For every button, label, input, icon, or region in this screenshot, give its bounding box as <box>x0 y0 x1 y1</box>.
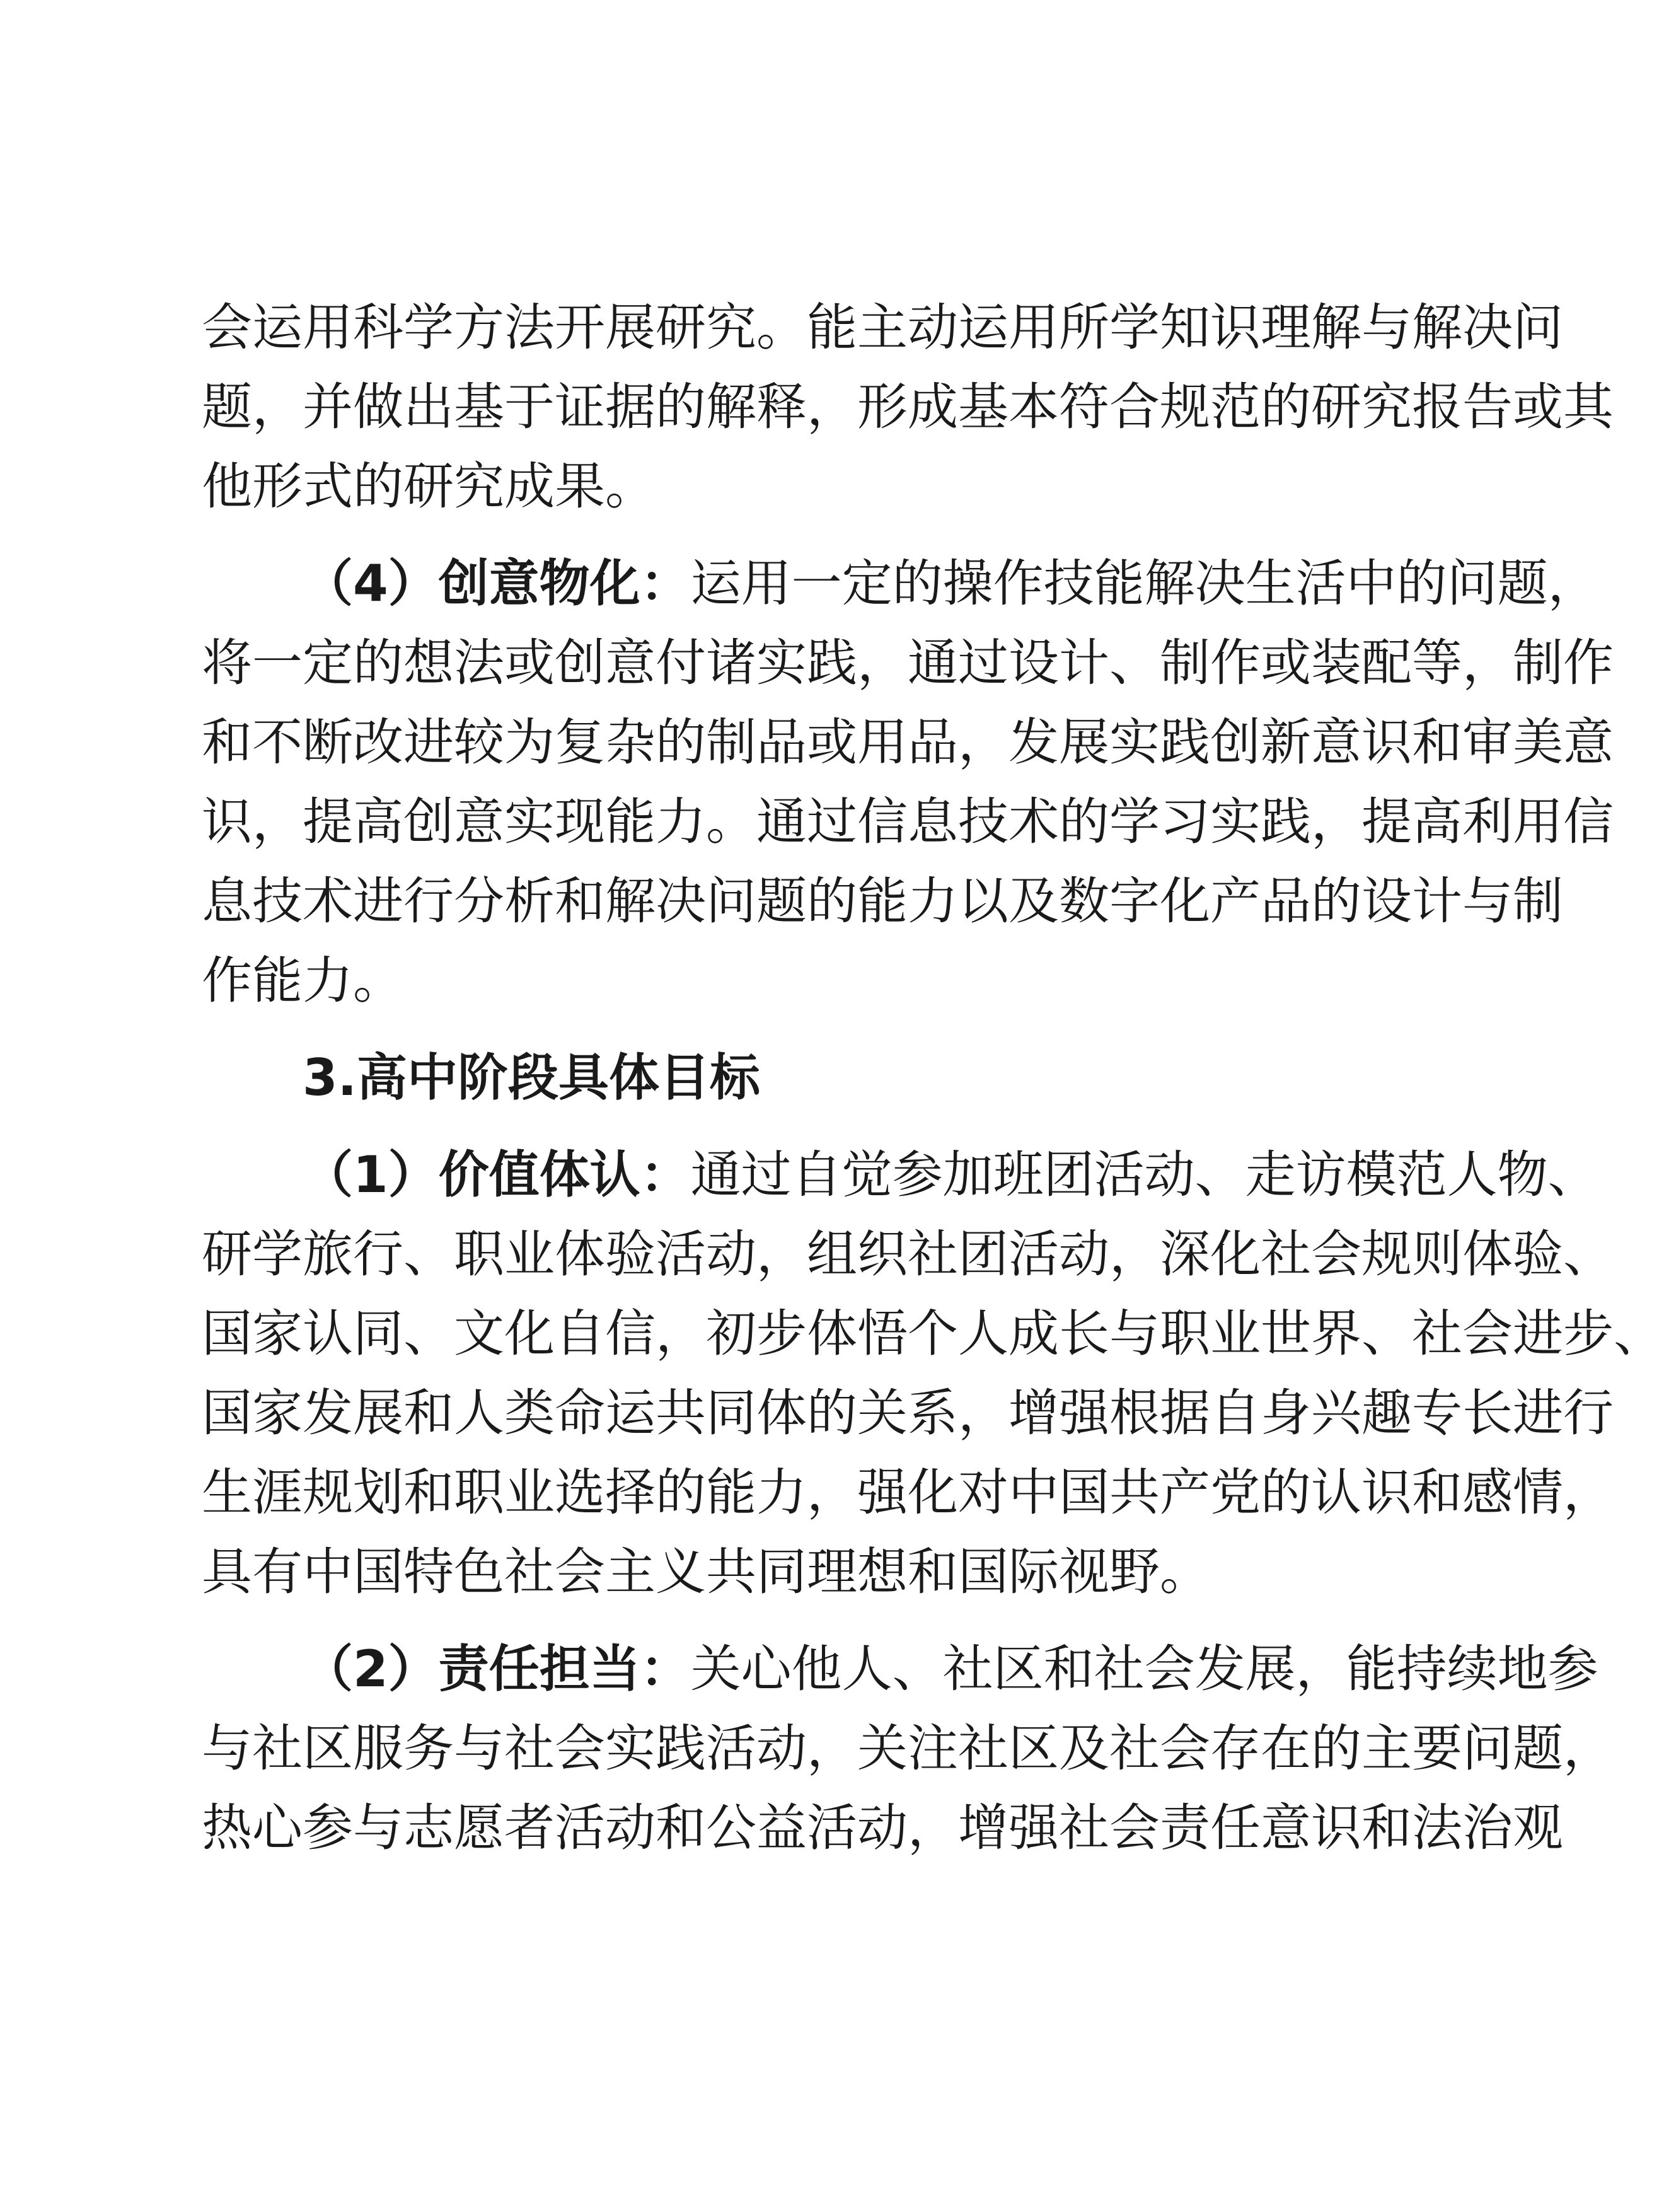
paragraph-first-line <box>303 548 1598 619</box>
paragraph-line: 他形式的研究成果。 <box>202 457 656 516</box>
paragraph-line: 与社区服务与社会实践活动，关注社区及社会存在的主要问题， <box>202 1719 1614 1778</box>
paragraph-line: 识，提高创意实现能力。通过信息技术的学习实践，提高利用信 <box>202 792 1614 851</box>
item-label: （4）创意物化： <box>303 554 691 613</box>
paragraph-line: 题，并做出基于证据的解释，形成基本符合规范的研究报告或其 <box>202 378 1614 436</box>
item-text: 通过自觉参加班团活动、走访模范人物、 <box>690 1145 1598 1204</box>
section-heading: 3.高中阶段具体目标 <box>303 1048 761 1107</box>
item-text: 运用一定的操作技能解决生活中的问题， <box>690 554 1598 613</box>
paragraph-first-line <box>303 1634 1598 1705</box>
paragraph-line: 会运用科学方法开展研究。能主动运用所学知识理解与解决问 <box>202 298 1563 357</box>
paragraph-line: 作能力。 <box>202 951 403 1010</box>
item-label: （2）责任担当： <box>303 1640 691 1698</box>
item-label: （1）价值体认： <box>303 1145 691 1204</box>
paragraph-line: 生涯规划和职业选择的能力，强化对中国共产党的认识和感情， <box>202 1463 1614 1522</box>
paragraph-line: 息技术进行分析和解决问题的能力以及数字化产品的设计与制 <box>202 872 1563 930</box>
paragraph-line: 具有中国特色社会主义共同理想和国际视野。 <box>202 1543 1210 1601</box>
paragraph-line: 和不断改进较为复杂的制品或用品，发展实践创新意识和审美意 <box>202 713 1614 772</box>
paragraph-line: 热心参与志愿者活动和公益活动，增强社会责任意识和法治观 <box>202 1798 1563 1857</box>
paragraph-first-line <box>303 1140 1598 1210</box>
paragraph-line: 研学旅行、职业体验活动，组织社团活动，深化社会规则体验、 <box>202 1225 1614 1283</box>
paragraph-line: 国家发展和人类命运共同体的关系，增强根据自身兴趣专长进行 <box>202 1384 1614 1442</box>
paragraph-line: 将一定的想法或创意付诸实践，通过设计、制作或装配等，制作 <box>202 634 1614 692</box>
item-text: 关心他人、社区和社会发展，能持续地参 <box>690 1640 1598 1698</box>
paragraph-line: 国家认同、文化自信，初步体悟个人成长与职业世界、社会进步、 <box>202 1304 1664 1363</box>
